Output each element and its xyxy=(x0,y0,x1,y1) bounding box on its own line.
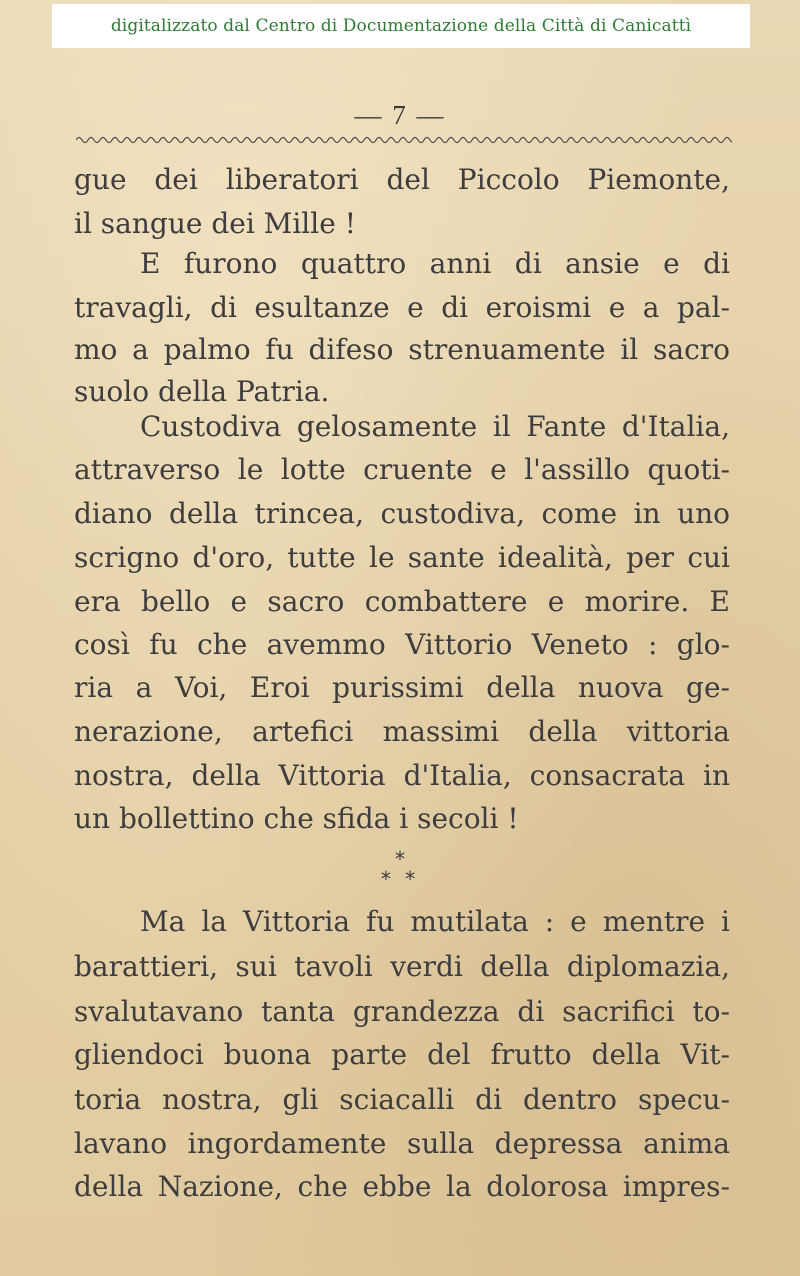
text-line: Custodiva gelosamente il Fante d'Italia, xyxy=(140,410,730,443)
banner-text: digitalizzato dal Centro di Documentazione della Città di Canicattì xyxy=(110,16,692,36)
text-line: così fu che avemmo Vittorio Veneto : glo- xyxy=(74,628,730,661)
text-line: E furono quattro anni di ansie e di xyxy=(140,247,730,280)
text-line: ria a Voi, Eroi purissimi della nuova ge- xyxy=(74,671,730,704)
digitization-banner xyxy=(52,4,750,48)
page-number: — 7 — xyxy=(354,100,446,130)
text-line: gue dei liberatori del Piccolo Piemonte, xyxy=(74,163,730,196)
text-line: un bollettino che sfida i secoli ! xyxy=(74,802,519,835)
asterism-bottom: * * xyxy=(380,867,420,891)
text-line: gliendoci buona parte del frutto della Vit- xyxy=(74,1038,730,1071)
text-line: nerazione, artefici massimi della vittoria xyxy=(74,715,730,748)
text-line: era bello e sacro combattere e morire. E xyxy=(74,585,730,618)
text-line: barattieri, sui tavoli verdi della diplomazia, xyxy=(74,950,730,983)
text-line: scrigno d'oro, tutte le sante idealità, per cui xyxy=(74,541,730,574)
text-line: travagli, di esultanze e di eroismi e a pal- xyxy=(74,291,730,324)
text-line: il sangue dei Mille ! xyxy=(74,207,356,240)
text-line: mo a palmo fu difeso strenuamente il sacro xyxy=(74,333,730,366)
text-line: Ma la Vittoria fu mutilata : e mentre i xyxy=(140,905,730,938)
text-line: lavano ingordamente sulla depressa anima xyxy=(74,1127,730,1160)
decorative-wavy-rule xyxy=(76,134,732,146)
text-line: della Nazione, che ebbe la dolorosa impres- xyxy=(74,1170,730,1203)
text-line: toria nostra, gli sciacalli di dentro specu- xyxy=(74,1083,730,1116)
text-line: nostra, della Vittoria d'Italia, consacrata in xyxy=(74,759,730,792)
text-line: diano della trincea, custodiva, come in uno xyxy=(74,497,730,530)
asterism-top: * xyxy=(395,847,405,871)
text-line: svalutavano tanta grandezza di sacrifici to- xyxy=(74,995,730,1028)
text-line: suolo della Patria. xyxy=(74,375,330,408)
text-line: attraverso le lotte cruente e l'assillo quoti- xyxy=(74,453,730,486)
